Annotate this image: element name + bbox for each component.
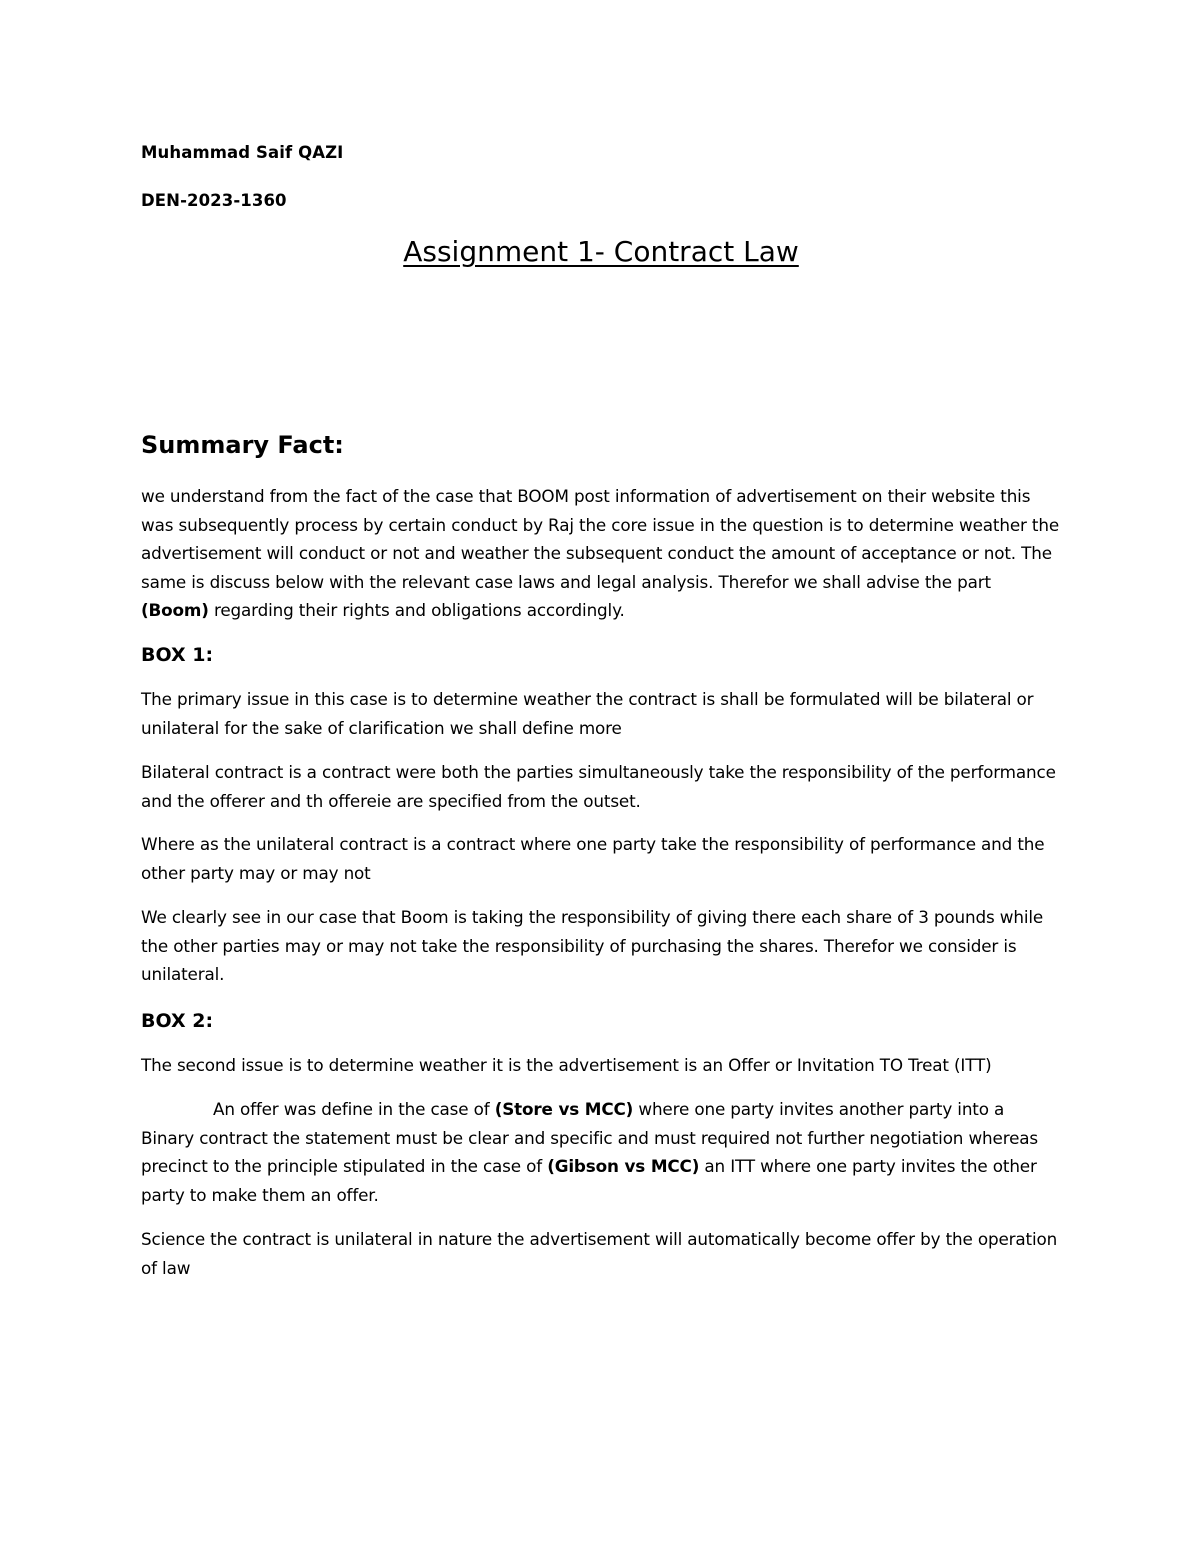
box1-paragraph-3: Where as the unilateral contract is a contract where one party take the responsibility of performance and the other party may or may not [141, 834, 1045, 883]
box2-paragraph-3: Science the contract is unilateral in nature the advertisement will automatically become offer by the operation of law [141, 1229, 1058, 1278]
box2-text-3: an ITT where one party invites the other party to make them an offer. [141, 1156, 1037, 1205]
box2-text-2: where one party invites another party into a Binary contract the statement must be clear and specific and must required not further negotiation whereas precinct to the principle stipulated in the case of [141, 1099, 1038, 1177]
summary-party-bold: (Boom) [141, 600, 209, 621]
box1-paragraph-4: We clearly see in our case that Boom is taking the responsibility of giving there each share of 3 pounds while the other parties may or may not take the responsibility of purchasing the shares. Therefor we consider is unilateral. [141, 907, 1044, 985]
box2-paragraph-2 [141, 1095, 1061, 1209]
case-gibson-vs-mcc: (Gibson vs MCC) [547, 1156, 700, 1177]
box2-paragraph-1: The second issue is to determine weather it is the advertisement is an Offer or Invitation TO Treat (ITT) [141, 1055, 992, 1075]
document-title: Assignment 1- Contract Law [403, 235, 799, 268]
summary-text-1: we understand from the fact of the case that BOOM post information of advertisement on their website this was subsequently process by certain conduct by Raj the core issue in the question is to determine weather the advertisement will conduct or not and weather the subsequent conduct the amount of acceptance or not. The same is discuss below with the relevant case laws and legal analysis. Therefor we shall advise the part [141, 486, 1060, 592]
summary-heading: Summary Fact: [141, 431, 344, 459]
student-id: DEN-2023-1360 [141, 191, 287, 210]
box1-paragraph-1: The primary issue in this case is to determine weather the contract is shall be formulated will be bilateral or unilateral for the sake of clarification we shall define more [141, 689, 1034, 738]
summary-paragraph [141, 482, 1061, 625]
case-store-vs-mcc: (Store vs MCC) [494, 1099, 634, 1119]
summary-text-2: regarding their rights and obligations accordingly. [208, 600, 625, 621]
box2-heading: BOX 2: [141, 1010, 214, 1032]
box2-text-1: An offer was define in the case of [213, 1099, 495, 1119]
box1-paragraph-2: Bilateral contract is a contract were both the parties simultaneously take the responsibility of the performance and the offerer and th offereie are specified from the outset. [141, 762, 1056, 811]
box1-heading: BOX 1: [141, 644, 214, 666]
author-name: Muhammad Saif QAZI [141, 143, 344, 162]
